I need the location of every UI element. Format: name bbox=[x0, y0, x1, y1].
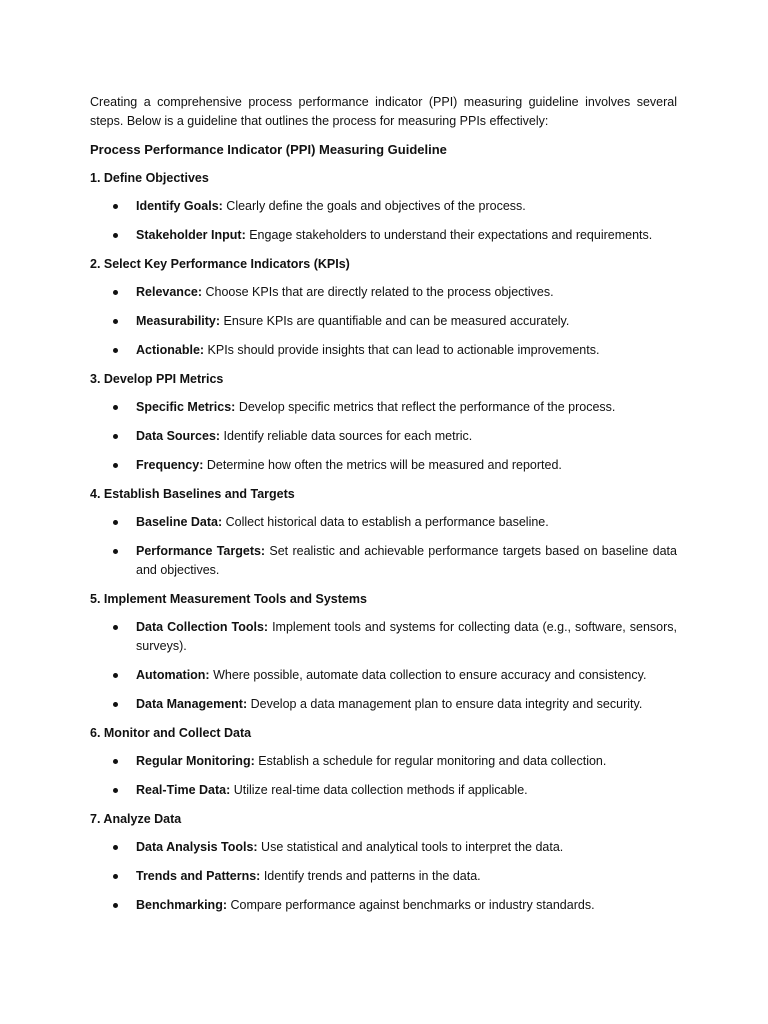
bullet-icon bbox=[113, 625, 118, 630]
section-measurement-tools bbox=[90, 590, 677, 714]
bullet-text: Develop specific metrics that reflect the performance of the process. bbox=[235, 400, 616, 414]
list-item bbox=[90, 752, 677, 771]
section-heading: 1. Define Objectives bbox=[90, 171, 209, 185]
bullet-icon bbox=[113, 759, 118, 764]
bullet-icon bbox=[113, 233, 118, 238]
bullet-term: Relevance: bbox=[136, 285, 203, 299]
bullet-text: Set realistic and achievable performance targets based on baseline data and objectives. bbox=[136, 544, 677, 577]
list-item bbox=[90, 867, 677, 886]
bullet-text: Compare performance against benchmarks or industry standards. bbox=[227, 898, 595, 912]
bullet-term: Actionable: bbox=[136, 343, 205, 357]
bullet-term: Trends and Patterns: bbox=[136, 869, 261, 883]
bullet-icon bbox=[113, 204, 118, 209]
bullet-icon bbox=[113, 463, 118, 468]
bullet-text: Implement tools and systems for collecting data (e.g., software, sensors, surveys). bbox=[136, 620, 677, 653]
section-heading: 4. Establish Baselines and Targets bbox=[90, 487, 295, 501]
bullet-text: Establish a schedule for regular monitoring and data collection. bbox=[254, 754, 607, 768]
section-monitor-collect bbox=[90, 724, 677, 800]
bullet-icon bbox=[113, 788, 118, 793]
sections-container bbox=[90, 169, 677, 915]
bullet-text: Collect historical data to establish a performance baseline. bbox=[222, 515, 549, 529]
bullet-term: Stakeholder Input: bbox=[136, 228, 246, 242]
list-item bbox=[90, 618, 677, 656]
bullet-list bbox=[90, 618, 677, 714]
bullet-list bbox=[90, 283, 677, 360]
section-define-objectives bbox=[90, 169, 677, 245]
bullet-term: Real-Time Data: bbox=[136, 783, 231, 797]
section-heading: 5. Implement Measurement Tools and Systems bbox=[90, 592, 367, 606]
document-title: Process Performance Indicator (PPI) Measuring Guideline bbox=[90, 142, 447, 157]
bullet-icon bbox=[113, 874, 118, 879]
list-item bbox=[90, 226, 677, 245]
bullet-icon bbox=[113, 348, 118, 353]
bullet-text: Choose KPIs that are directly related to the process objectives. bbox=[202, 285, 554, 299]
section-heading: 7. Analyze Data bbox=[90, 812, 182, 826]
bullet-text: Utilize real-time data collection methods if applicable. bbox=[230, 783, 528, 797]
bullet-term: Benchmarking: bbox=[136, 898, 227, 912]
bullet-icon bbox=[113, 434, 118, 439]
bullet-term: Frequency: bbox=[136, 458, 204, 472]
bullet-icon bbox=[113, 845, 118, 850]
section-baselines-targets bbox=[90, 485, 677, 580]
list-item bbox=[90, 513, 677, 532]
bullet-list bbox=[90, 513, 677, 580]
section-heading: 6. Monitor and Collect Data bbox=[90, 726, 252, 740]
list-item bbox=[90, 542, 677, 580]
bullet-text: Clearly define the goals and objectives of the process. bbox=[222, 199, 526, 213]
list-item bbox=[90, 312, 677, 331]
bullet-text: KPIs should provide insights that can lead to actionable improvements. bbox=[204, 343, 600, 357]
bullet-text: Identify trends and patterns in the data. bbox=[260, 869, 481, 883]
bullet-term: Baseline Data: bbox=[136, 515, 223, 529]
bullet-icon bbox=[113, 903, 118, 908]
bullet-icon bbox=[113, 405, 118, 410]
bullet-list bbox=[90, 752, 677, 800]
bullet-term: Data Collection Tools: bbox=[136, 620, 269, 634]
list-item bbox=[90, 398, 677, 417]
section-heading: 3. Develop PPI Metrics bbox=[90, 372, 224, 386]
list-item bbox=[90, 781, 677, 800]
list-item bbox=[90, 197, 677, 216]
list-item bbox=[90, 341, 677, 360]
bullet-term: Data Management: bbox=[136, 697, 248, 711]
bullet-text: Where possible, automate data collection to ensure accuracy and consistency. bbox=[209, 668, 647, 682]
bullet-icon bbox=[113, 702, 118, 707]
bullet-text: Develop a data management plan to ensure data integrity and security. bbox=[247, 697, 643, 711]
list-item bbox=[90, 896, 677, 915]
bullet-text: Engage stakeholders to understand their expectations and requirements. bbox=[245, 228, 653, 242]
list-item bbox=[90, 427, 677, 446]
list-item bbox=[90, 695, 677, 714]
intro-paragraph: Creating a comprehensive process performance indicator (PPI) measuring guideline involves several steps. Below is a guideline that outlines the process for measuring PPIs effectively: bbox=[90, 95, 677, 128]
bullet-term: Data Analysis Tools: bbox=[136, 840, 258, 854]
bullet-icon bbox=[113, 520, 118, 525]
bullet-list bbox=[90, 197, 677, 245]
bullet-icon bbox=[113, 290, 118, 295]
bullet-term: Performance Targets: bbox=[136, 544, 266, 558]
list-item bbox=[90, 283, 677, 302]
bullet-text: Use statistical and analytical tools to interpret the data. bbox=[257, 840, 564, 854]
bullet-text: Identify reliable data sources for each metric. bbox=[220, 429, 473, 443]
bullet-icon bbox=[113, 673, 118, 678]
bullet-term: Measurability: bbox=[136, 314, 221, 328]
bullet-text: Ensure KPIs are quantifiable and can be measured accurately. bbox=[220, 314, 570, 328]
bullet-term: Specific Metrics: bbox=[136, 400, 236, 414]
section-analyze-data bbox=[90, 810, 677, 915]
section-select-kpis bbox=[90, 255, 677, 360]
bullet-icon bbox=[113, 549, 118, 554]
list-item bbox=[90, 666, 677, 685]
list-item bbox=[90, 456, 677, 475]
bullet-term: Data Sources: bbox=[136, 429, 221, 443]
bullet-term: Regular Monitoring: bbox=[136, 754, 255, 768]
bullet-term: Automation: bbox=[136, 668, 210, 682]
document-page bbox=[90, 93, 677, 925]
section-develop-ppi-metrics bbox=[90, 370, 677, 475]
list-item bbox=[90, 838, 677, 857]
bullet-icon bbox=[113, 319, 118, 324]
bullet-list bbox=[90, 398, 677, 475]
bullet-text: Determine how often the metrics will be measured and reported. bbox=[203, 458, 562, 472]
section-heading: 2. Select Key Performance Indicators (KPIs) bbox=[90, 257, 350, 271]
bullet-term: Identify Goals: bbox=[136, 199, 223, 213]
bullet-list bbox=[90, 838, 677, 915]
